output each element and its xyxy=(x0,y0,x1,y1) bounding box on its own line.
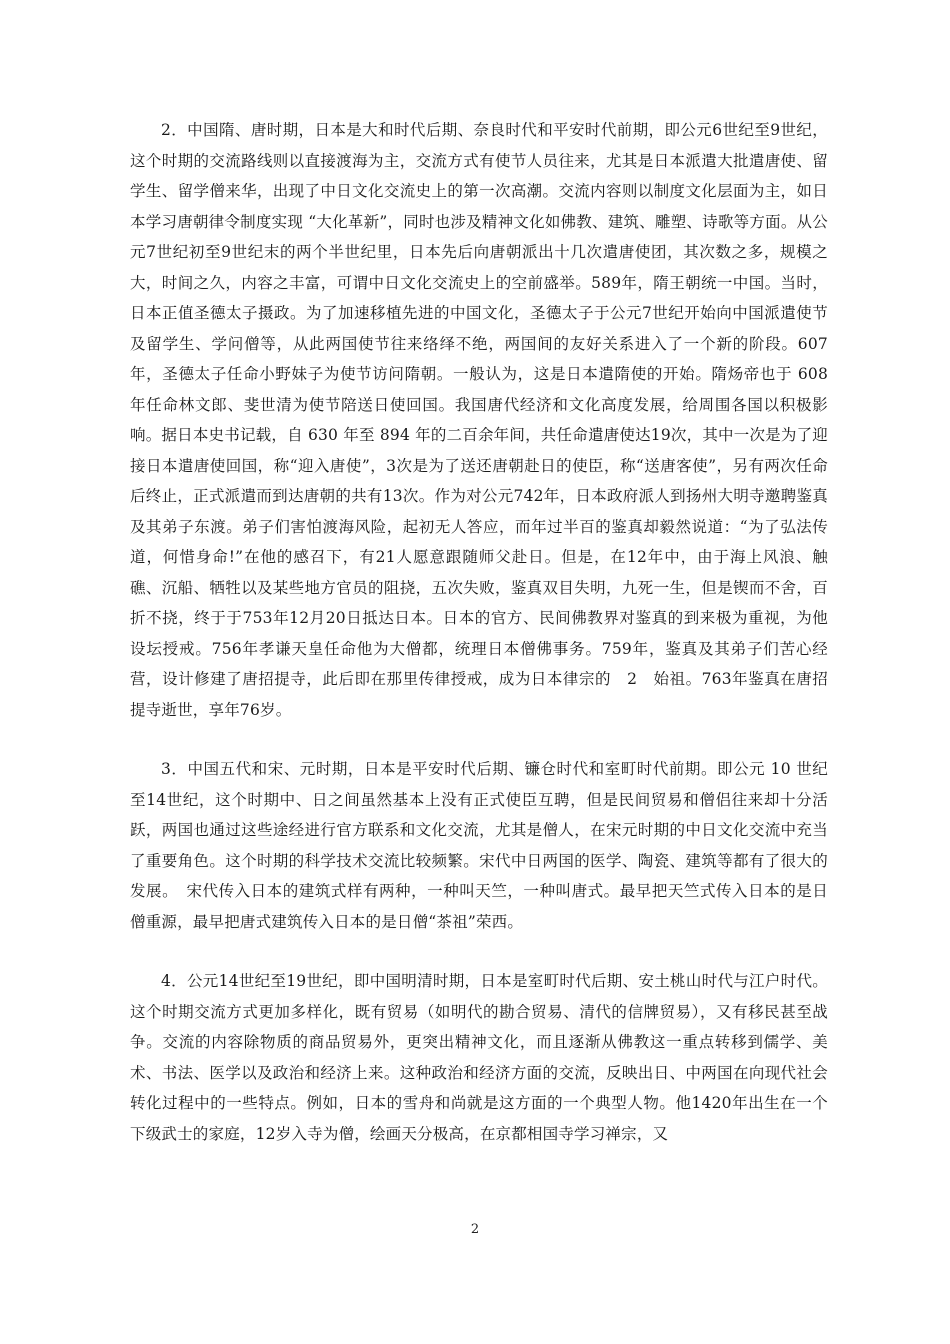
paragraph-sui-tang-period: 2．中国隋、唐时期，日本是大和时代后期、奈良时代和平安时代前期，即公元6世纪至9世纪，这个时期的交流路线则以直接渡海为主，交流方式有使节人员往来，尤其是日本派遣大批遣唐使、留学生、留学僧来华，出现了中日文化交流史上的第一次高潮。交流内容则以制度文化层面为主，如日本学习唐朝律令制度实现 “大化革新”，同时也涉及精神文化如佛教、建筑、雕塑、诗歌等方面。从公元7世纪初至9世纪末的两个半世纪里，日本先后向唐朝派出十几次遣唐使团，其次数之多，规模之大，时间之久，内容之丰富，可谓中日文化交流史上的空前盛举。589年，隋王朝统一中国。当时，日本正值圣德太子摄政。为了加速移植先进的中国文化，圣德太子于公元7世纪开始向中国派遣使节及留学生、学问僧等，从此两国使节往来络绎不绝，两国间的友好关系进入了一个新的阶段。607年，圣德太子任命小野妹子为使节访问隋朝。一般认为，这是日本遣隋使的开始。隋炀帝也于 608 年任命林文郎、斐世清为使节陪送日使回国。我国唐代经济和文化高度发展，给周围各国以积极影响。据日本史书记载，自 630 年至 894 年的二百余年间，共任命遣唐使达19次，其中一次是为了迎接日本遣唐使回国，称“迎入唐使”，3次是为了送还唐朝赴日的使臣，称“送唐客使”，另有两次任命后终止，正式派遣而到达唐朝的共有13次。作为对公元742年，日本政府派人到扬州大明寺邀聘鉴真及其弟子东渡。弟子们害怕渡海风险，起初无人答应，而年过半百的鉴真却毅然说道：“为了弘法传道，何惜身命!”在他的感召下，有21人愿意跟随师父赴日。但是，在12年中，由于海上风浪、触礁、沉船、牺牲以及某些地方官员的阻挠，五次失败，鉴真双目失明，九死一生，但是锲而不舍，百折不挠，终于于753年12月20日抵达日本。日本的官方、民间佛教界对鉴真的到来极为重视，为他设坛授戒。756年孝谦天皇任命他为大僧都，统理日本僧佛事务。759年，鉴真及其弟子们苦心经营，设计修建了唐招提寺，此后即在那里传律授戒，成为日本律宗的 2 始祖。763年鉴真在唐招提寺逝世，享年76岁。 xyxy=(130,121,828,719)
paragraph-ming-qing-period: 4．公元14世纪至19世纪，即中国明清时期，日本是室町时代后期、安土桃山时代与江户时代。这个时期交流方式更加多样化，既有贸易（如明代的勘合贸易、清代的信牌贸易），又有移民甚至战争。交流的内容除物质的商品贸易外，更突出精神文化，而且逐渐从佛教这一重点转移到儒学、美术、书法、医学以及政治和经济上来。这种政治和经济方面的交流，反映出日、中两国在向现代社会转化过程中的一些特点。例如，日本的雪舟和尚就是这方面的一个典型人物。他1420年出生在一个下级武士的家庭，12岁入寺为僧，绘画天分极高，在京都相国寺学习禅宗，又 xyxy=(130,972,828,1143)
document-body xyxy=(130,115,828,1149)
paragraph-song-yuan-period: 3．中国五代和宋、元时期，日本是平安时代后期、镰仓时代和室町时代前期。即公元 10 世纪至14世纪，这个时期中、日之间虽然基本上没有正式使臣互聘，但是民间贸易和僧侣往来却十分活跃，两国也通过这些途经进行官方联系和文化交流，尤其是僧人，在宋元时期的中日文化交流中充当了重要角色。这个时期的科学技术交流比较频繁。宋代中日两国的医学、陶瓷、建筑等都有了很大的发展。 宋代传入日本的建筑式样有两种，一种叫天竺，一种叫唐式。最早把天竺式传入日本的是日僧重源，最早把唐式建筑传入日本的是日僧“茶祖”荣西。 xyxy=(130,760,828,931)
page-number: 2 xyxy=(470,1222,480,1237)
